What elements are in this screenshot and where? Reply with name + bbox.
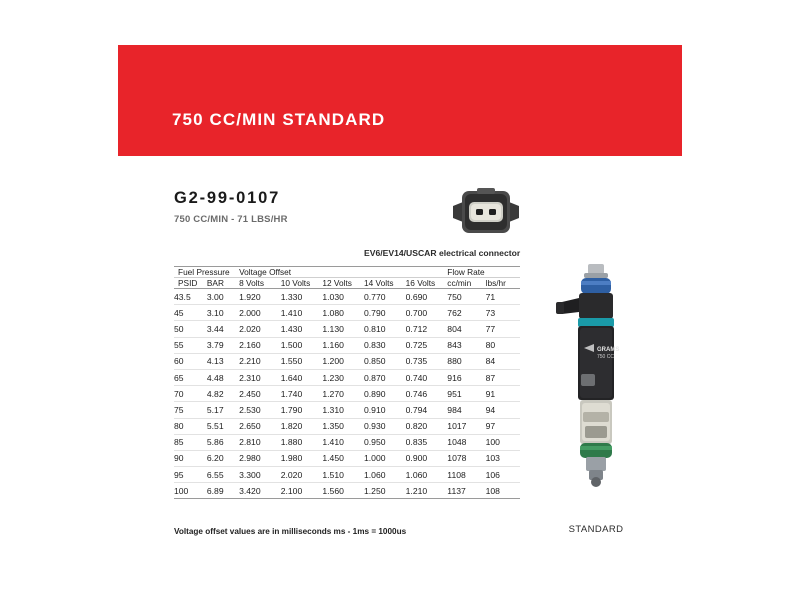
cell-16v: 1.060 <box>406 467 448 483</box>
injector-connector-icon <box>449 186 523 243</box>
cell-bar: 3.00 <box>207 289 239 305</box>
cell-8v: 3.420 <box>239 483 281 499</box>
cell-8v: 2.530 <box>239 402 281 418</box>
cell-10v: 1.880 <box>281 434 323 450</box>
table-row <box>174 321 520 337</box>
cell-8v: 2.450 <box>239 386 281 402</box>
cell-14v: 1.000 <box>364 450 406 466</box>
cell-8v: 1.920 <box>239 289 281 305</box>
table-row <box>174 386 520 402</box>
column-10-volts: 10 Volts <box>281 278 323 289</box>
cell-psid: 55 <box>174 337 207 353</box>
cell-psid: 65 <box>174 369 207 385</box>
cell-ccmin: 1048 <box>447 434 485 450</box>
cell-8v: 2.020 <box>239 321 281 337</box>
fuel-injector-icon <box>548 262 644 542</box>
cell-16v: 0.735 <box>406 353 448 369</box>
cell-psid: 100 <box>174 483 207 499</box>
cell-lbshr: 80 <box>486 337 520 353</box>
cell-14v: 0.790 <box>364 305 406 321</box>
table-column-header-row <box>174 278 520 289</box>
cell-16v: 0.746 <box>406 386 448 402</box>
cell-ccmin: 880 <box>447 353 485 369</box>
cell-12v: 1.230 <box>322 369 364 385</box>
cell-bar: 5.17 <box>207 402 239 418</box>
cell-8v: 2.000 <box>239 305 281 321</box>
cell-10v: 1.980 <box>281 450 323 466</box>
cell-8v: 2.810 <box>239 434 281 450</box>
cell-ccmin: 1108 <box>447 467 485 483</box>
cell-lbshr: 103 <box>486 450 520 466</box>
cell-14v: 0.930 <box>364 418 406 434</box>
table-row <box>174 418 520 434</box>
cell-10v: 1.500 <box>281 337 323 353</box>
cell-14v: 0.950 <box>364 434 406 450</box>
cell-10v: 2.100 <box>281 483 323 499</box>
cell-ccmin: 951 <box>447 386 485 402</box>
cell-lbshr: 108 <box>486 483 520 499</box>
cell-16v: 0.900 <box>406 450 448 466</box>
column-lbshr: lbs/hr <box>486 278 520 289</box>
cell-psid: 70 <box>174 386 207 402</box>
cell-lbshr: 71 <box>486 289 520 305</box>
cell-bar: 5.51 <box>207 418 239 434</box>
table-note: Voltage offset values are in milliseconds ms - 1ms = 1000us <box>174 527 407 536</box>
injector-caption: STANDARD <box>568 524 624 535</box>
cell-16v: 0.725 <box>406 337 448 353</box>
cell-ccmin: 750 <box>447 289 485 305</box>
cell-bar: 3.44 <box>207 321 239 337</box>
cell-ccmin: 804 <box>447 321 485 337</box>
cell-14v: 0.890 <box>364 386 406 402</box>
column-bar: BAR <box>207 278 239 289</box>
table-row <box>174 450 520 466</box>
cell-14v: 0.870 <box>364 369 406 385</box>
group-fuel-pressure: Fuel Pressure <box>174 267 239 278</box>
part-number: G2-99-0107 <box>174 189 281 207</box>
cell-8v: 2.210 <box>239 353 281 369</box>
flow-rate-table <box>174 266 520 499</box>
cell-ccmin: 1017 <box>447 418 485 434</box>
cell-16v: 0.835 <box>406 434 448 450</box>
cell-12v: 1.310 <box>322 402 364 418</box>
table-row <box>174 289 520 305</box>
cell-bar: 6.55 <box>207 467 239 483</box>
cell-16v: 0.690 <box>406 289 448 305</box>
table-row <box>174 434 520 450</box>
cell-12v: 1.510 <box>322 467 364 483</box>
cell-lbshr: 84 <box>486 353 520 369</box>
cell-10v: 2.020 <box>281 467 323 483</box>
cell-10v: 1.640 <box>281 369 323 385</box>
cell-12v: 1.080 <box>322 305 364 321</box>
cell-12v: 1.130 <box>322 321 364 337</box>
cell-10v: 1.430 <box>281 321 323 337</box>
cell-16v: 0.712 <box>406 321 448 337</box>
column-8-volts: 8 Volts <box>239 278 281 289</box>
cell-12v: 1.270 <box>322 386 364 402</box>
cell-ccmin: 762 <box>447 305 485 321</box>
cell-psid: 43.5 <box>174 289 207 305</box>
svg-text:750 CC: 750 CC <box>597 354 614 360</box>
cell-psid: 60 <box>174 353 207 369</box>
cell-12v: 1.200 <box>322 353 364 369</box>
cell-bar: 3.10 <box>207 305 239 321</box>
cell-lbshr: 100 <box>486 434 520 450</box>
cell-10v: 1.330 <box>281 289 323 305</box>
cell-8v: 2.650 <box>239 418 281 434</box>
part-subtitle: 750 CC/MIN - 71 LBS/HR <box>174 214 288 225</box>
table-row <box>174 467 520 483</box>
cell-12v: 1.350 <box>322 418 364 434</box>
svg-text:GRAMS: GRAMS <box>597 347 620 353</box>
cell-lbshr: 77 <box>486 321 520 337</box>
cell-14v: 0.770 <box>364 289 406 305</box>
cell-lbshr: 73 <box>486 305 520 321</box>
part-info <box>174 189 288 225</box>
cell-12v: 1.450 <box>322 450 364 466</box>
table-row <box>174 337 520 353</box>
cell-bar: 6.20 <box>207 450 239 466</box>
cell-14v: 1.250 <box>364 483 406 499</box>
cell-16v: 0.700 <box>406 305 448 321</box>
cell-10v: 1.410 <box>281 305 323 321</box>
cell-bar: 4.13 <box>207 353 239 369</box>
column-psid: PSID <box>174 278 207 289</box>
cell-psid: 95 <box>174 467 207 483</box>
cell-16v: 0.820 <box>406 418 448 434</box>
cell-bar: 5.86 <box>207 434 239 450</box>
table-row <box>174 353 520 369</box>
cell-10v: 1.550 <box>281 353 323 369</box>
cell-psid: 85 <box>174 434 207 450</box>
cell-8v: 2.310 <box>239 369 281 385</box>
cell-14v: 0.910 <box>364 402 406 418</box>
cell-psid: 75 <box>174 402 207 418</box>
cell-psid: 90 <box>174 450 207 466</box>
cell-16v: 1.210 <box>406 483 448 499</box>
column-12-volts: 12 Volts <box>322 278 364 289</box>
group-flow-rate: Flow Rate <box>447 267 520 278</box>
cell-ccmin: 1078 <box>447 450 485 466</box>
cell-16v: 0.794 <box>406 402 448 418</box>
group-voltage-offset: Voltage Offset <box>239 267 447 278</box>
column-ccmin: cc/min <box>447 278 485 289</box>
table-row <box>174 369 520 385</box>
cell-14v: 1.060 <box>364 467 406 483</box>
cell-14v: 0.850 <box>364 353 406 369</box>
cell-10v: 1.790 <box>281 402 323 418</box>
cell-bar: 3.79 <box>207 337 239 353</box>
cell-8v: 2.160 <box>239 337 281 353</box>
table-group-header-row <box>174 267 520 278</box>
header-banner <box>118 45 682 156</box>
cell-bar: 6.89 <box>207 483 239 499</box>
cell-12v: 1.560 <box>322 483 364 499</box>
cell-lbshr: 91 <box>486 386 520 402</box>
cell-14v: 0.810 <box>364 321 406 337</box>
cell-lbshr: 94 <box>486 402 520 418</box>
connector-caption: EV6/EV14/USCAR electrical connector <box>364 248 521 258</box>
cell-10v: 1.820 <box>281 418 323 434</box>
column-14-volts: 14 Volts <box>364 278 406 289</box>
table-row <box>174 305 520 321</box>
cell-bar: 4.82 <box>207 386 239 402</box>
table-row <box>174 483 520 499</box>
cell-lbshr: 97 <box>486 418 520 434</box>
cell-bar: 4.48 <box>207 369 239 385</box>
cell-8v: 3.300 <box>239 467 281 483</box>
cell-psid: 50 <box>174 321 207 337</box>
table-body <box>174 289 520 499</box>
cell-psid: 80 <box>174 418 207 434</box>
cell-14v: 0.830 <box>364 337 406 353</box>
table-row <box>174 402 520 418</box>
page-title: 750 CC/MIN STANDARD <box>172 110 386 129</box>
cell-10v: 1.740 <box>281 386 323 402</box>
cell-ccmin: 984 <box>447 402 485 418</box>
cell-ccmin: 916 <box>447 369 485 385</box>
cell-ccmin: 843 <box>447 337 485 353</box>
cell-lbshr: 87 <box>486 369 520 385</box>
cell-12v: 1.030 <box>322 289 364 305</box>
cell-lbshr: 106 <box>486 467 520 483</box>
column-16-volts: 16 Volts <box>406 278 448 289</box>
cell-8v: 2.980 <box>239 450 281 466</box>
cell-16v: 0.740 <box>406 369 448 385</box>
cell-psid: 45 <box>174 305 207 321</box>
cell-12v: 1.160 <box>322 337 364 353</box>
cell-ccmin: 1137 <box>447 483 485 499</box>
cell-12v: 1.410 <box>322 434 364 450</box>
